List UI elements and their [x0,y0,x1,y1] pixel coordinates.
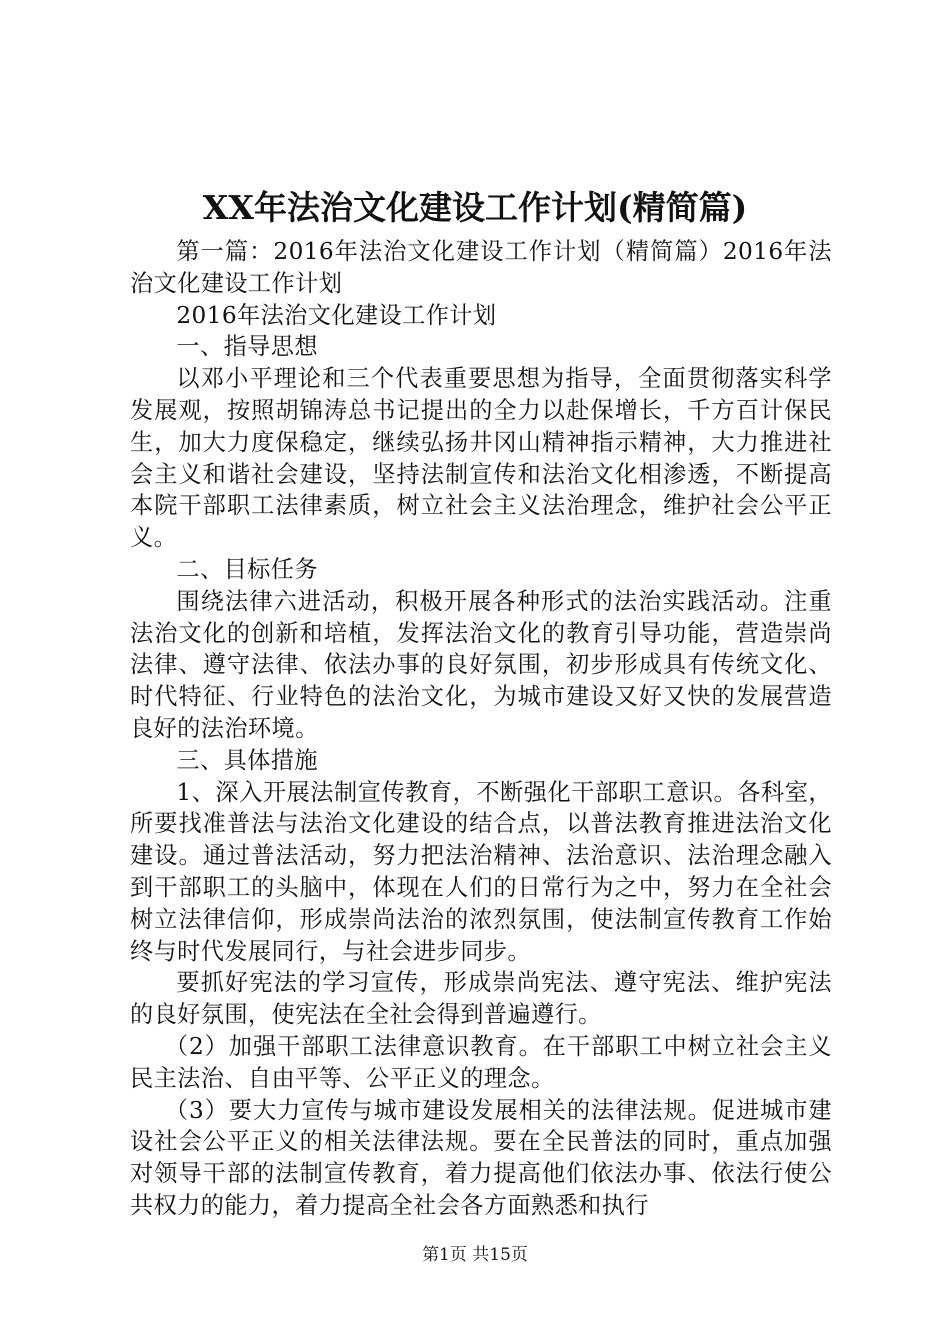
page-number: 第1页 共15页 [422,1245,528,1265]
paragraph: 要抓好宪法的学习宣传，形成崇尚宪法、遵守宪法、维护宪法的良好氛围，使宪法在全社会得到普遍遵行。 [130,969,832,1029]
paragraph: 1、深入开展法制宣传教育，不断强化干部职工意识。各科室，所要找准普法与法治文化建设的结合点，以普法教育推进法治文化建设。通过普法活动，努力把法治精神、法治意识、法治理念融入到干部职工的头脑中，体现在人们的日常行为之中，努力在全社会树立法律信仰，形成崇尚法治的浓烈氛围，使法制宣传教育工作始终与时代发展同行，与社会进步同步。 [130,778,832,965]
section-heading: 二、目标任务 [176,555,318,583]
paragraph: （2）加强干部职工法律意识教育。在干部职工中树立社会主义民主法治、自由平等、公平正义的理念。 [130,1032,832,1092]
paragraph: （3）要大力宣传与城市建设发展相关的法律法规。促进城市建设社会公平正义的相关法律法规。要在全民普法的同时，重点加强对领导干部的法制宣传教育，着力提高他们依法办事、依法行使公共权力的能力，着力提高全社会各方面熟悉和执行 [130,1096,832,1219]
document-title: XX年法治文化建设工作计划(精简篇) [202,188,748,227]
paragraph: 围绕法律六进活动，积极开展各种形式的法治实践活动。注重法治文化的创新和培植，发挥法治文化的教育引导功能，营造崇尚法律、遵守法律、依法办事的良好氛围，初步形成具有传统文化、时代特征、行业特色的法治文化，为城市建设又好又快的发展营造良好的法治环境。 [130,587,832,742]
section-heading: 一、指导思想 [176,333,318,361]
document-body [130,236,832,1222]
section-heading: 三、具体措施 [176,746,318,774]
paragraph: 以邓小平理论和三个代表重要思想为指导，全面贯彻落实科学发展观，按照胡锦涛总书记提出的全力以赴保增长，千方百计保民生，加大力度保稳定，继续弘扬井冈山精神指示精神，大力推进社会主义和谐社会建设，坚持法制宣传和法治文化相渗透，不断提高本院干部职工法律素质，树立社会主义法治理念，维护社会公平正义。 [130,365,832,552]
paragraph: 2016年法治文化建设工作计划 [176,301,497,329]
paragraph: 第一篇：2016年法治文化建设工作计划（精简篇）2016年法治文化建设工作计划 [130,238,832,297]
